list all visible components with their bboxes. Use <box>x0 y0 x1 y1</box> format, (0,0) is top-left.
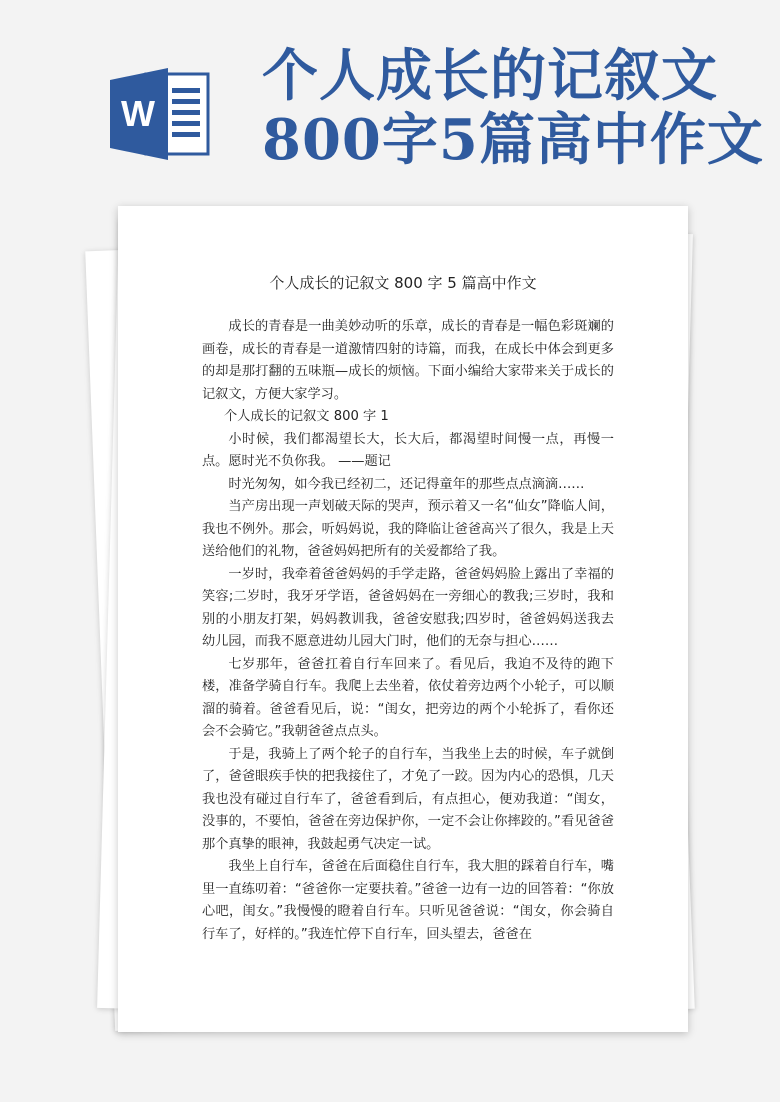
paragraph: 七岁那年，爸爸扛着自行车回来了。看见后，我迫不及待的跑下楼，准备学骑自行车。我爬上去坐着，依仗着旁边两个小轮子，可以顺溜的骑着。爸爸看见后，说：“闺女，把旁边的两个小轮拆了，看你还会不会骑它。”我朝爸爸点点头。 <box>202 656 614 739</box>
paragraph: 一岁时，我牵着爸爸妈妈的手学走路，爸爸妈妈脸上露出了幸福的笑容;二岁时，我牙牙学语，爸爸妈妈在一旁细心的教我;三岁时，我和别的小朋友打架，妈妈教训我，爸爸安慰我;四岁时，爸爸妈妈送我去幼儿园，而我不愿意进幼儿园大门时，他们的无奈与担心…… <box>202 566 614 649</box>
banner-title <box>262 44 762 172</box>
section-heading: 个人成长的记叙文 800 字 1 <box>224 409 389 424</box>
paragraph: 我坐上自行车，爸爸在后面稳住自行车，我大胆的踩着自行车，嘴里一直练叨着：“爸爸你一定要扶着。”爸爸一边有一边的回答着：“你放心吧，闺女。”我慢慢的瞪着自行车。只听见爸爸说：“闺女，你会骑自行车了，好样的。”我连忙停下自行车，回头望去，爸爸在 <box>202 859 614 942</box>
word-icon <box>108 66 212 162</box>
word-icon-letter: W <box>121 93 155 134</box>
banner-title-line1: 个人成长的记叙文 <box>262 43 718 109</box>
paragraph: 成长的青春是一曲美妙动听的乐章，成长的青春是一幅色彩斑斓的画卷，成长的青春是一道激情四射的诗篇，而我，在成长中体会到更多的却是那打翻的五味瓶—成长的烦恼。下面小编给大家带来关于成长的记叙文，方便大家学习。 <box>202 319 614 402</box>
document-body <box>202 316 614 946</box>
paragraph: 当产房出现一声划破天际的哭声，预示着又一名“仙女”降临人间，我也不例外。那会，听妈妈说，我的降临让爸爸高兴了很久，我是上天送给他们的礼物，爸爸妈妈把所有的关爱都给了我。 <box>202 499 614 559</box>
paragraph: 小时候，我们都渴望长大，长大后，都渴望时间慢一点，再慢一点。愿时光不负你我。 ——题记 <box>202 431 614 469</box>
document-title: 个人成长的记叙文 800 字 5 篇高中作文 <box>269 274 537 292</box>
paragraph: 时光匆匆，如今我已经初二，还记得童年的那些点点滴滴…… <box>228 476 585 492</box>
banner-title-line2: 800字5篇高中作文 <box>262 107 764 173</box>
paragraph: 于是，我骑上了两个轮子的自行车，当我坐上去的时候，车子就倒了，爸爸眼疾手快的把我接住了，才免了一跤。因为内心的恐惧，几天我也没有碰过自行车了，爸爸看到后，有点担心，便劝我道：“闺女，没事的，不要怕，爸爸在旁边保护你，一定不会让你摔跤的。”看见爸爸那个真挚的眼神，我鼓起勇气决定一试。 <box>202 746 614 852</box>
document-page <box>118 206 688 1032</box>
